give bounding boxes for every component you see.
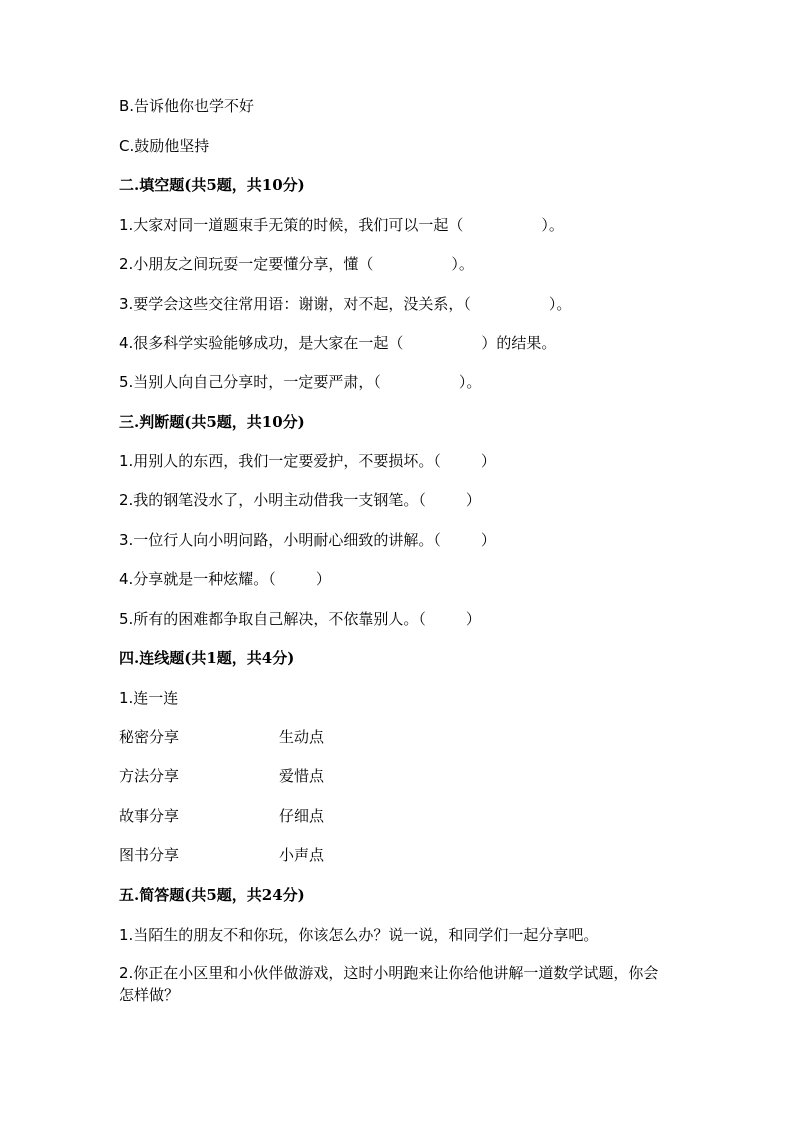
matching-question: 1.连一连 bbox=[119, 689, 179, 707]
fill-blank-question-2 bbox=[119, 254, 474, 274]
section-title-fill-blank: 二.填空题(共5题，共10分) bbox=[119, 176, 305, 194]
matching-right-item[interactable]: 仔细点 bbox=[279, 807, 325, 825]
section-title-matching: 四.连线题(共1题，共4分) bbox=[119, 649, 295, 667]
fill-blank-question-5 bbox=[119, 372, 481, 392]
section-title-true-false: 三.判断题(共5题，共10分) bbox=[119, 413, 305, 431]
matching-right-item[interactable]: 小声点 bbox=[279, 846, 325, 864]
question-text: 1.大家对同一道题束手无策的时候，我们可以一起（ bbox=[119, 216, 464, 234]
true-false-question-1 bbox=[119, 451, 496, 471]
question-text: 2.小朋友之间玩耍一定要懂分享，懂（ bbox=[119, 255, 374, 273]
matching-right-item[interactable]: 生动点 bbox=[279, 728, 325, 746]
short-answer-question-2: 2.你正在小区里和小伙伴做游戏，这时小明跑来让你给他讲解一道数学试题，你会怎样做？ bbox=[119, 964, 659, 1004]
question-text-end: ） bbox=[465, 491, 481, 509]
question-text-end: ） bbox=[465, 610, 481, 628]
question-text-end: ）。 bbox=[458, 373, 482, 391]
true-false-question-3 bbox=[119, 530, 496, 550]
question-text-end: ）。 bbox=[548, 295, 572, 313]
question-text-end: ） bbox=[480, 452, 496, 470]
fill-blank-question-3 bbox=[119, 294, 571, 314]
true-false-question-5 bbox=[119, 609, 481, 629]
fill-blank-question-1 bbox=[119, 215, 564, 235]
fill-blank-question-4 bbox=[119, 333, 556, 353]
question-text: 4.分享就是一种炫耀。（ bbox=[119, 570, 276, 588]
matching-left-item[interactable]: 方法分享 bbox=[119, 767, 180, 785]
question-text-end: ）的结果。 bbox=[481, 334, 557, 352]
question-text: 1.用别人的东西，我们一定要爱护，不要损坏。（ bbox=[119, 452, 441, 470]
question-text: 5.所有的困难都争取自己解决，不依靠别人。（ bbox=[119, 610, 426, 628]
question-text-end: ） bbox=[480, 531, 496, 549]
question-text-end: ） bbox=[315, 570, 331, 588]
matching-left-item[interactable]: 故事分享 bbox=[119, 807, 180, 825]
question-text: 3.要学会这些交往常用语：谢谢，对不起，没关系，（ bbox=[119, 295, 471, 313]
question-text: 2.我的钢笔没水了，小明主动借我一支钢笔。（ bbox=[119, 491, 426, 509]
matching-right-item[interactable]: 爱惜点 bbox=[279, 767, 325, 785]
question-text: 5.当别人向自己分享时，一定要严肃，（ bbox=[119, 373, 381, 391]
question-text-end: ）。 bbox=[451, 255, 474, 273]
true-false-question-4 bbox=[119, 569, 331, 589]
section-title-short-answer: 五.简答题(共5题，共24分) bbox=[119, 886, 305, 904]
option-c: C.鼓励他坚持 bbox=[119, 137, 210, 155]
question-text: 3.一位行人向小明问路，小明耐心细致的讲解。（ bbox=[119, 531, 441, 549]
matching-left-item[interactable]: 图书分享 bbox=[119, 846, 180, 864]
true-false-question-2 bbox=[119, 490, 481, 510]
option-b: B.告诉他你也学不好 bbox=[119, 97, 255, 115]
matching-left-item[interactable]: 秘密分享 bbox=[119, 728, 180, 746]
question-text: 4.很多科学实验能够成功，是大家在一起（ bbox=[119, 334, 404, 352]
question-text-end: ）。 bbox=[541, 216, 564, 234]
short-answer-question-1: 1.当陌生的朋友不和你玩，你该怎么办？说一说，和同学们一起分享吧。 bbox=[119, 926, 599, 944]
